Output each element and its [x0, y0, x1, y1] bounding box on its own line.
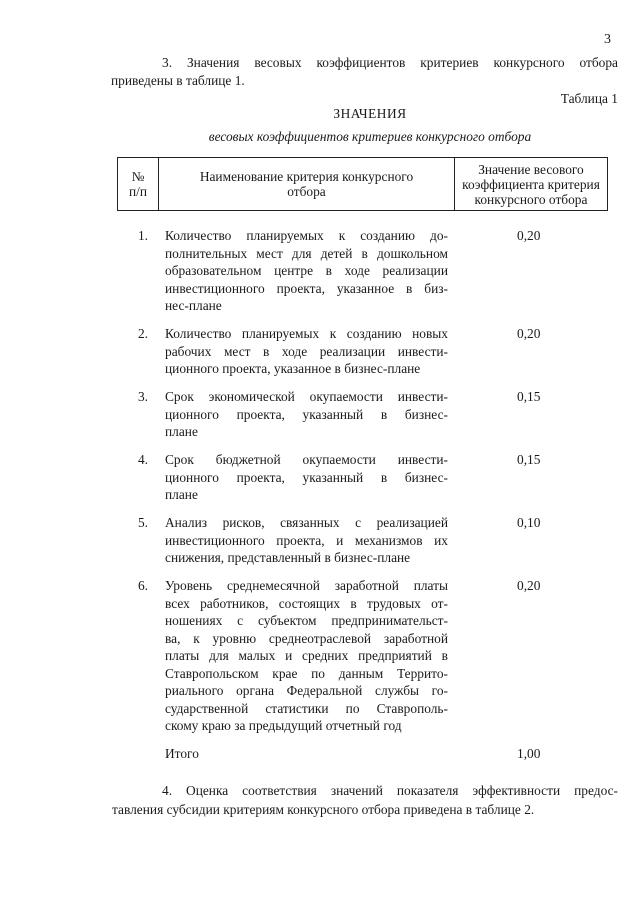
criterion-line: всех работников, состоящих в трудовых от-	[165, 595, 448, 611]
criterion-line: платы для малых и средних предприятий в	[165, 648, 448, 663]
intro-paragraph	[112, 54, 618, 90]
header-value-line: Значение весового	[478, 161, 584, 177]
row-criterion	[165, 325, 448, 378]
row-criterion	[165, 577, 448, 735]
row-number: 2.	[137, 326, 148, 341]
row-weight: 0,15	[517, 389, 541, 404]
criterion-line: инвестиционного проекта, и механизмов их	[165, 532, 448, 548]
header-value-line: конкурсного отбора	[474, 191, 588, 207]
table-title: ЗНАЧЕНИЯ	[333, 106, 407, 121]
criterion-line: ционного проекта, указанное в бизнес-плане	[165, 361, 421, 376]
criterion-line: ционного проекта, указанный в бизнес-	[165, 406, 448, 422]
criterion-line: плане	[165, 424, 198, 439]
criterion-line: ва, к уровню среднеотраслевой заработной	[165, 630, 448, 646]
criterion-line: Анализ рисков, связанных с реализацией	[165, 515, 448, 530]
header-value-line: коэффициента критерия	[462, 176, 600, 192]
header-name-line: Наименование критерия конкурсного	[199, 169, 414, 184]
closing-paragraph	[112, 781, 618, 819]
header-criterion-name	[159, 158, 455, 210]
closing-line-1: 4. Оценка соответствия значений показателя эффективности предос-	[162, 783, 618, 798]
total-value: 1,00	[517, 746, 541, 761]
row-number: 4.	[137, 452, 148, 467]
page-number: 3	[604, 32, 611, 47]
criterion-line: инвестиционного проекта, указанное в биз-	[165, 280, 448, 296]
table-subtitle: весовых коэффициентов критериев конкурсного отбора	[208, 129, 532, 144]
header-weight-value	[455, 158, 607, 210]
criterion-line: ношениях с субъектом предпринимательст-	[165, 613, 448, 628]
row-number: 6.	[137, 578, 148, 593]
criterion-line: снижения, представленный в бизнес-плане	[165, 550, 411, 565]
criterion-line: нес-плане	[165, 298, 222, 313]
row-number: 5.	[137, 515, 148, 530]
row-criterion	[165, 451, 448, 504]
table-header	[117, 157, 608, 211]
header-number-line: п/п	[128, 184, 148, 199]
row-weight: 0,15	[517, 452, 541, 467]
row-criterion	[165, 388, 448, 441]
criterion-line: плане	[165, 487, 198, 502]
coefficients-table	[117, 157, 608, 761]
header-name-line: отбора	[287, 184, 326, 199]
row-weight: 0,20	[517, 326, 541, 341]
criterion-line: Уровень среднемесячной заработной платы	[165, 578, 448, 593]
criterion-line: скому краю за предыдущий отчетный год	[165, 718, 402, 733]
table-label: Таблица 1	[560, 91, 618, 106]
criterion-line: Срок бюджетной окупаемости инвести-	[165, 452, 448, 467]
row-criterion	[165, 514, 448, 567]
criterion-line: Срок экономической окупаемости инвести-	[165, 389, 448, 404]
row-number: 3.	[137, 389, 148, 404]
total-label: Итого	[165, 746, 199, 761]
row-weight: 0,20	[517, 578, 541, 593]
header-number-line: №	[131, 169, 145, 184]
criterion-line: ционного проекта, указанный в бизнес-	[165, 469, 448, 485]
row-weight: 0,20	[517, 228, 541, 243]
criterion-line: Ставропольском крае по данным Террито-	[165, 665, 448, 681]
closing-line-2: тавления субсидии критериям конкурсного отбора приведена в таблице 2.	[112, 802, 535, 817]
row-weight: 0,10	[517, 515, 541, 530]
row-criterion	[165, 227, 448, 315]
row-number: 1.	[137, 228, 148, 243]
intro-line-2: приведены в таблице 1.	[111, 73, 245, 88]
intro-line-1: 3. Значения весовых коэффициентов критериев конкурсного отбора	[162, 55, 618, 70]
criterion-line: Количество планируемых к созданию новых	[165, 326, 448, 341]
criterion-line: рабочих мест в ходе реализации инвести-	[165, 343, 448, 359]
criterion-line: сударственной статистики по Ставрополь-	[165, 700, 448, 716]
criterion-line: риального органа Федеральной службы го-	[165, 683, 448, 698]
criterion-line: Количество планируемых к созданию до-	[165, 228, 448, 243]
header-number	[118, 158, 159, 210]
criterion-line: образовательном центре в ходе реализации	[165, 263, 448, 278]
criterion-line: полнительных мест для детей в дошкольном	[165, 245, 448, 261]
